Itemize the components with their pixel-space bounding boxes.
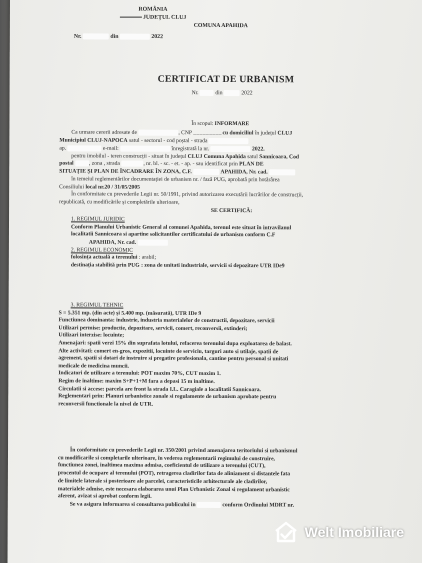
certificate-purpose: În scopul: INFORMARE <box>191 120 250 128</box>
redacted-box <box>120 145 170 151</box>
section-text: Reglementari prin: Planuri urbanistice zonale si regulamente de urbanism aprobate pentru <box>58 393 277 401</box>
redacted-box <box>200 90 214 96</box>
final-paragraph <box>58 447 403 511</box>
redacted-box <box>211 146 251 152</box>
final-line: aferent, avizat si aprobat conform legii. <box>57 493 152 501</box>
final-line: de limitele laterale si posterioare ale parcelei, caracteristicile arhitecturale ale cladirilor, <box>57 478 268 486</box>
section-text: localitatii Sannicoara si apartine solicitantilor certificatului de urbanism conform C.F <box>70 231 276 239</box>
intro-line: republicată, cu modificările și completările ulterioare, <box>59 199 180 206</box>
section-text: Circulatii si accese: parcela are front la strada I.L. Caragiale a localitatii Sannicoara. <box>58 385 261 393</box>
section-text: destinația stabilită prin PUG : zona de unitati industriale, servicii si depozitare UTR IDe9 <box>70 262 285 270</box>
brand-name: Welt Imobiliare <box>304 524 404 540</box>
certificate-number: Nr. din 2022 <box>191 90 253 97</box>
section-heading: 2. REGIMUL ECONOMIC <box>70 246 134 254</box>
intro-paragraph <box>59 129 405 271</box>
final-line: materialele admise, este necesara elaborarea unui Plan Urbanistic Zonal si regulament urbanistic <box>57 485 290 493</box>
section-text: APAHIDA, Nr. cad. <box>89 239 404 248</box>
redacted-box <box>209 138 249 144</box>
header-commune: COMUNA APAHIDA <box>193 22 248 29</box>
redacted-box <box>193 169 219 175</box>
intro-line: Consiliului local nr.20 / 31/05/2005 <box>59 183 140 191</box>
intro-line: pentru imobilul - teren construcții - situat în județul CLUJ Comuna Apahida satul Sannicoara, Cod <box>71 152 300 160</box>
regim-tehnic-section <box>58 302 403 410</box>
certificate-page <box>7 0 422 563</box>
section-text: folosința actuală a terenului : arabil; <box>70 254 157 261</box>
section-text: reconversii functionale la nivel de UTR. <box>58 401 153 408</box>
final-line: În conformitate cu prevederile Legii nr. 350/2001 privind amenajarea teritoriului si urbanismul <box>70 447 298 455</box>
redacted-box <box>120 34 150 40</box>
redacted-box <box>121 161 143 167</box>
section-text: Alte activitati: comert en-gros, expozitii, locuinte de serviciu, targuri auto si utilaje, spatii de <box>58 347 279 355</box>
registration-number: Nr. din 2022 <box>73 33 163 41</box>
redacted-box <box>83 33 109 39</box>
header-county: JUDEȚUL CLUJ <box>88 14 218 22</box>
intro-line: în temeiul reglementărilor documentației de urbanism nr. / fază PUG, aprobată prin hotărârea <box>71 176 280 184</box>
intro-line: În conformitate cu prevederile Legii nr. 50/1991, privind autorizarea executării lucrărilor de construcții, <box>71 191 304 199</box>
document-content <box>57 2 405 509</box>
redacted-box <box>67 145 101 151</box>
final-line: procentul de ocupare al terenului (POT), retragerea cladirilor fata de aliniament si distantele fata <box>57 470 291 478</box>
section-heading: 1. REGIMUL JURIDIC <box>71 216 125 223</box>
letterhead <box>88 6 248 30</box>
intro-line: SITUAȚIE ȘI PLAN DE ÎNCADRARE ÎN ZONA, C.F. APAHIDA, Nr. cad. <box>59 168 404 177</box>
redacted-box <box>137 239 167 245</box>
section-text: Utilizari interzise: locuinte; <box>58 332 125 339</box>
intro-line: Municipiul CLUJ-NAPOCA satul - sectorul - cod poștal - strada <box>59 137 404 146</box>
final-line: cu modificarile si completarile ulterioare, în vederea reglementarii regimului de construire, <box>57 455 275 462</box>
intro-line: Ca urmare cererii adresate de , CNP _ _ _ _ _ _ _ _ _ cu domiciliul în județul CLUJ <box>71 129 293 137</box>
section-text: Functiunea dominanta: industrie, industria materialelor de constructii, depozitare, servicii <box>58 317 275 325</box>
house-check-icon <box>273 520 299 544</box>
section-text: Amenajari: spatii verzi 15% din suprafata lotului, refacerea terenului dupa exploatarea de balast. <box>58 340 292 348</box>
section-text: Indicatori de utilizare a terenului: POT maxim 70%, CUT maxim 1. <box>58 370 221 378</box>
section-text: Conform Planului Urbanistic General al comunei Apahida, terenul este situat în intravilanul <box>70 223 292 231</box>
header-country: ROMÂNIA <box>138 6 168 13</box>
section-text: medicale de medicina muncii. <box>58 363 129 370</box>
redacted-box <box>269 169 295 175</box>
redacted-box <box>197 502 221 508</box>
section-text: S = 5.351 mp. (din acte) și 5.400 mp. (măsurată), UTR IDe 9 <box>58 309 202 317</box>
section-text: Utilizari permise: productie, depozitare, servicii, comert, reconversii, extinderi; <box>58 325 248 332</box>
intro-line: postal , zona , strada , nr. bl. - sc. - et. - ap. - sau identificat prin PLAN DE <box>59 160 264 168</box>
redacted-box <box>138 130 178 136</box>
section-heading: 3. REGIMUL TEHNIC <box>70 302 124 309</box>
se-certifica-heading: SE CERTIFICĂ: <box>210 208 253 215</box>
brand-watermark <box>273 519 404 545</box>
section-text: agrement, spatii si dotari de instruire si pregatire profesionala, cantine pentru personal si unitati <box>58 355 289 363</box>
final-line: Se va asigura informarea si consultarea publicului in conform Ordinului MDRT nr. <box>69 501 295 509</box>
final-line: functiunea zonei, inaltimea maxima admisa, coeficientul de utilizare a terenului (CUT), <box>57 462 266 470</box>
redacted-box <box>224 90 240 96</box>
redacted-box <box>75 161 89 167</box>
intro-line: ap. e-mail: înregistrată la nr. 2022. <box>59 145 265 153</box>
section-text: Regim de inaltime: maxim S+P+1+M fara a depasi 15 m inaltime. <box>58 378 215 385</box>
page-title: CERTIFICAT DE URBANISM <box>157 73 295 86</box>
